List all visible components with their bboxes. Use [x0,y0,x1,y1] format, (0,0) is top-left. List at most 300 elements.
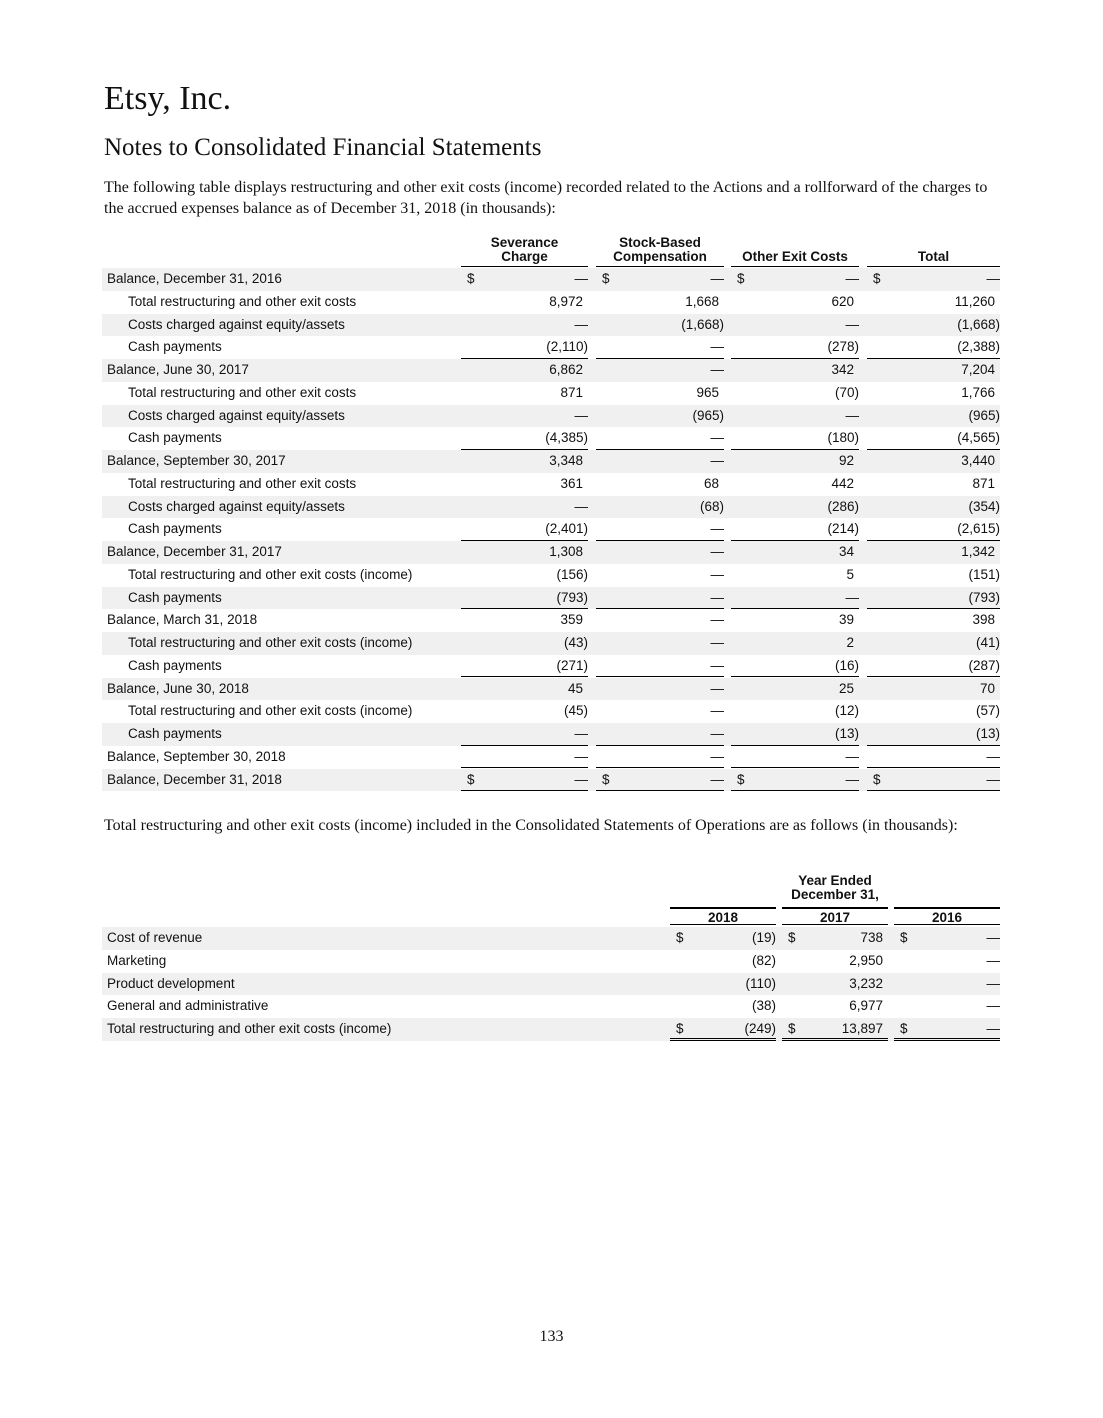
cell-value: (70) [834,384,859,400]
cell-value: — [710,566,724,582]
currency-symbol: $ [788,930,796,945]
table-row [102,541,1000,564]
cell-value: — [710,362,724,377]
table-row [102,769,1000,792]
cell-value: 11,260 [954,293,995,309]
cell-value: (4,565) [957,430,1000,446]
value-cell [461,769,588,792]
currency-symbol: $ [737,271,745,286]
value-cell [867,564,1000,587]
column-header-line1 [867,236,1000,250]
row-label: Balance, March 31, 2018 [107,612,258,628]
value-cell [461,427,588,450]
value-cell [461,496,588,519]
cell-value: — [986,952,1000,968]
value-cell [461,587,588,610]
cell-value: 34 [838,544,854,559]
value-cell [731,587,859,610]
cell-value: (45) [563,703,588,719]
cell-value: 361 [560,475,583,491]
row-label: Balance, September 30, 2018 [107,748,286,764]
cell-value: 70 [979,680,995,696]
cell-value: — [845,748,859,764]
value-cell [461,314,588,337]
value-cell [461,291,588,314]
column-header [461,236,588,267]
year-ended-header-date: December 31, [791,887,879,902]
value-cell [894,1018,1000,1041]
table-row [102,427,1000,450]
column-header-line1: Stock-Based [619,235,701,250]
row-label: Cash payments [128,726,222,741]
table-row [102,518,1000,541]
year-ended-header: Year Ended [798,873,872,888]
value-cell [596,564,724,587]
table-row [102,1018,1000,1041]
cell-value: (271) [556,657,588,673]
cell-value: 39 [838,612,854,628]
column-header-line1: Severance [490,235,559,250]
table-row [102,314,1000,337]
cell-value: (2,110) [546,339,588,355]
cell-value: — [574,271,588,286]
cell-value: — [710,726,724,741]
value-cell [596,700,724,723]
value-cell [596,336,724,359]
cell-value: (286) [827,498,859,514]
intro-paragraph: The following table displays restructuring and other exit costs (income) recorded related to the Actions and a rollforward of the charges to the accrued expenses balance as of December 31, 2018 (in thousands): [104,179,988,217]
value-cell [596,541,724,564]
value-cell [731,518,859,541]
table-row [102,450,1000,473]
row-label: Cash payments [128,339,222,355]
value-cell [867,427,1000,450]
currency-symbol: $ [788,1021,796,1036]
cell-value: 1,668 [685,293,719,309]
cell-value: 68 [703,475,719,491]
cell-value: (965) [968,407,1000,423]
value-cell [596,450,724,473]
value-cell [867,769,1000,792]
value-cell [731,769,859,792]
cell-value: 6,862 [549,362,583,377]
cell-value: (82) [751,952,776,968]
cell-value: 8,972 [549,293,583,309]
company-name: Etsy, Inc. [104,80,232,117]
value-cell [782,995,888,1018]
value-cell [461,336,588,359]
currency-symbol: $ [900,1021,908,1036]
table-row [102,336,1000,359]
value-cell [731,314,859,337]
row-label: Cash payments [128,657,222,673]
value-cell [867,359,1000,382]
row-label: Cost of revenue [107,930,203,945]
row-label: Total restructuring and other exit costs (income) [107,1021,392,1036]
value-cell [867,632,1000,655]
row-label: Total restructuring and other exit costs (income) [128,635,413,650]
value-cell [867,382,1000,405]
value-cell [461,450,588,473]
value-cell [782,950,888,973]
row-label: Total restructuring and other exit costs [128,293,357,309]
cell-value: 3,440 [961,453,995,468]
cell-value: 3,348 [549,453,583,468]
value-cell [596,427,724,450]
currency-symbol: $ [467,271,475,286]
value-cell [731,268,859,291]
cell-value: — [845,316,859,332]
value-cell [894,973,1000,996]
cell-value: 5 [846,566,854,582]
table-row [102,473,1000,496]
cell-value: (38) [751,998,776,1014]
table-row [102,700,1000,723]
value-cell [867,655,1000,678]
value-cell [731,405,859,428]
cell-value: 1,766 [961,384,995,400]
cell-value: — [710,680,724,696]
cell-value: — [574,316,588,332]
value-cell [867,541,1000,564]
currency-symbol: $ [873,271,881,286]
row-label: Costs charged against equity/assets [128,407,345,423]
table-row [102,382,1000,405]
row-label: Cash payments [128,430,222,446]
column-header-line2: Total [917,249,950,264]
cell-value: (12) [834,703,859,719]
value-cell [596,359,724,382]
value-cell [867,473,1000,496]
cell-value: (793) [556,589,588,605]
value-cell [894,950,1000,973]
table-row [102,359,1000,382]
value-cell [867,746,1000,769]
value-cell [461,473,588,496]
value-cell [596,268,724,291]
row-label: Cash payments [128,589,222,605]
value-cell [596,473,724,496]
row-label: Product development [107,975,235,991]
table-row [102,587,1000,610]
page-number: 133 [539,1328,564,1345]
cell-value: — [710,635,724,650]
cell-value: — [710,657,724,673]
cell-value: (110) [745,975,776,991]
value-cell [596,382,724,405]
cell-value: — [710,612,724,628]
value-cell [894,995,1000,1018]
cell-value: (278) [827,339,859,355]
currency-symbol: $ [900,930,908,945]
value-cell [867,314,1000,337]
restructuring-rollforward-table [102,236,1000,791]
cell-value: — [574,748,588,764]
value-cell [867,268,1000,291]
cell-value: (13) [975,726,1000,741]
cell-value: 965 [696,384,719,400]
value-cell [731,541,859,564]
value-cell [782,927,888,950]
cell-value: — [574,726,588,741]
cell-value: — [710,589,724,605]
cell-value: — [845,407,859,423]
value-cell [731,746,859,769]
value-cell [670,950,776,973]
cell-value: (180) [827,430,859,446]
cell-value: — [986,271,1000,286]
cell-value: (1,668) [957,316,1000,332]
value-cell [867,700,1000,723]
value-cell [596,769,724,792]
cell-value: — [986,930,1000,945]
cell-value: (793) [968,589,1000,605]
table-row [102,268,1000,291]
cell-value: 871 [560,384,583,400]
year-column-header: 2017 [782,907,888,925]
cell-value: 3,232 [849,975,883,991]
value-cell [461,541,588,564]
cell-value: — [710,430,724,446]
currency-symbol: $ [467,771,475,787]
cell-value: (249) [744,1021,776,1036]
cell-value: 398 [972,612,995,628]
value-cell [596,314,724,337]
value-cell [670,995,776,1018]
cell-value: — [986,975,1000,991]
cell-value: 25 [838,680,854,696]
value-cell [461,632,588,655]
cell-value: 45 [567,680,583,696]
row-label: General and administrative [107,998,269,1014]
value-cell [461,518,588,541]
value-cell [731,609,859,632]
cell-value: (43) [563,635,588,650]
cell-value: — [845,589,859,605]
cell-value: (2,401) [545,521,588,537]
cell-value: 92 [838,453,854,468]
value-cell [596,632,724,655]
cell-value: — [986,998,1000,1014]
value-cell [731,700,859,723]
row-label: Costs charged against equity/assets [128,316,345,332]
cell-value: 2 [846,635,854,650]
table-row [102,973,1000,996]
column-header [867,236,1000,267]
value-cell [731,291,859,314]
table-row [102,291,1000,314]
value-cell [731,655,859,678]
table-row [102,927,1000,950]
row-label: Balance, September 30, 2017 [107,453,286,468]
row-label: Balance, December 31, 2017 [107,544,282,559]
value-cell [782,1018,888,1041]
operations-paragraph: Total restructuring and other exit costs (income) included in the Consolidated Statements of Operations are as follows (in thousands): [104,817,958,834]
cell-value: 2,950 [849,952,883,968]
cell-value: (2,615) [957,521,1000,537]
value-cell [731,427,859,450]
cell-value: (4,385) [545,430,588,446]
row-label: Balance, June 30, 2018 [107,680,249,696]
value-cell [461,564,588,587]
value-cell [461,268,588,291]
row-label: Balance, December 31, 2016 [107,271,282,286]
value-cell [731,382,859,405]
cell-value: (19) [751,930,776,945]
value-cell [461,609,588,632]
cell-value: 620 [831,293,854,309]
value-cell [867,496,1000,519]
table-row [102,723,1000,746]
value-cell [596,609,724,632]
cell-value: — [845,271,859,286]
cell-value: — [710,544,724,559]
value-cell [596,496,724,519]
cell-value: — [574,498,588,514]
value-cell [867,518,1000,541]
cell-value: (156) [556,566,588,582]
cell-value: 342 [831,362,854,377]
cell-value: 1,308 [549,544,583,559]
value-cell [731,450,859,473]
cell-value: (151) [968,566,1000,582]
table-row [102,995,1000,1018]
table-row [102,405,1000,428]
cell-value: (41) [975,635,1000,650]
row-label: Balance, June 30, 2017 [107,362,249,377]
cell-value: — [710,339,724,355]
value-cell [461,723,588,746]
value-cell [670,927,776,950]
value-cell [867,723,1000,746]
cell-value: — [574,407,588,423]
row-label: Balance, December 31, 2018 [107,771,282,787]
value-cell [867,587,1000,610]
cell-value: 7,204 [961,362,995,377]
column-header-line2: Charge [501,249,548,264]
cell-value: (1,668) [681,316,724,332]
value-cell [596,746,724,769]
cell-value: — [710,453,724,468]
value-cell [461,700,588,723]
table-row [102,632,1000,655]
cell-value: (13) [834,726,859,741]
column-header-line1 [731,236,859,250]
year-column-header: 2016 [894,907,1000,925]
value-cell [670,1018,776,1041]
value-cell [731,723,859,746]
cell-value: (57) [975,703,1000,719]
table-row [102,950,1000,973]
value-cell [461,678,588,701]
column-header [596,236,724,267]
currency-symbol: $ [873,771,881,787]
row-label: Total restructuring and other exit costs (income) [128,703,413,719]
value-cell [461,746,588,769]
currency-symbol: $ [737,771,745,787]
cell-value: — [986,771,1000,787]
column-header-line2: Other Exit Costs [742,249,848,264]
page-title: Notes to Consolidated Financial Statements [104,134,542,161]
cell-value: 359 [560,612,583,628]
value-cell [461,382,588,405]
cell-value: 442 [831,475,854,491]
table-row [102,564,1000,587]
cell-value: (68) [699,498,724,514]
value-cell [461,359,588,382]
cell-value: 871 [972,475,995,491]
cell-value: — [986,1021,1000,1036]
row-label: Costs charged against equity/assets [128,498,345,514]
value-cell [731,473,859,496]
cell-value: — [710,748,724,764]
year-column-header: 2018 [670,907,776,925]
cell-value: (214) [827,521,859,537]
cell-value: — [710,771,724,787]
value-cell [596,518,724,541]
row-label: Cash payments [128,521,222,537]
cell-value: (16) [834,657,859,673]
column-header [731,236,859,267]
value-cell [867,609,1000,632]
value-cell [731,632,859,655]
cell-value: 738 [860,930,883,945]
cell-value: — [710,703,724,719]
value-cell [867,291,1000,314]
row-label: Total restructuring and other exit costs [128,384,357,400]
value-cell [731,496,859,519]
row-label: Total restructuring and other exit costs [128,475,357,491]
value-cell [894,927,1000,950]
value-cell [782,973,888,996]
value-cell [670,973,776,996]
cell-value: (287) [968,657,1000,673]
cell-value: — [845,771,859,787]
table-row [102,678,1000,701]
value-cell [731,336,859,359]
cell-value: (354) [968,498,1000,514]
cell-value: — [710,271,724,286]
currency-symbol: $ [602,771,610,787]
value-cell [461,405,588,428]
cell-value: — [574,771,588,787]
value-cell [596,291,724,314]
table-row [102,609,1000,632]
row-label: Total restructuring and other exit costs (income) [128,566,413,582]
value-cell [731,678,859,701]
value-cell [731,359,859,382]
cell-value: 13,897 [841,1021,883,1036]
value-cell [867,405,1000,428]
value-cell [596,405,724,428]
value-cell [461,655,588,678]
value-cell [596,655,724,678]
row-label: Marketing [107,952,167,968]
table-row [102,655,1000,678]
column-header-line2: Compensation [613,249,707,264]
value-cell [596,723,724,746]
value-cell [596,678,724,701]
value-cell [867,336,1000,359]
currency-symbol: $ [676,930,684,945]
value-cell [867,450,1000,473]
value-cell [731,564,859,587]
currency-symbol: $ [676,1021,684,1036]
currency-symbol: $ [602,271,610,286]
cell-value: (2,388) [957,339,1000,355]
table-row [102,746,1000,769]
value-cell [596,587,724,610]
